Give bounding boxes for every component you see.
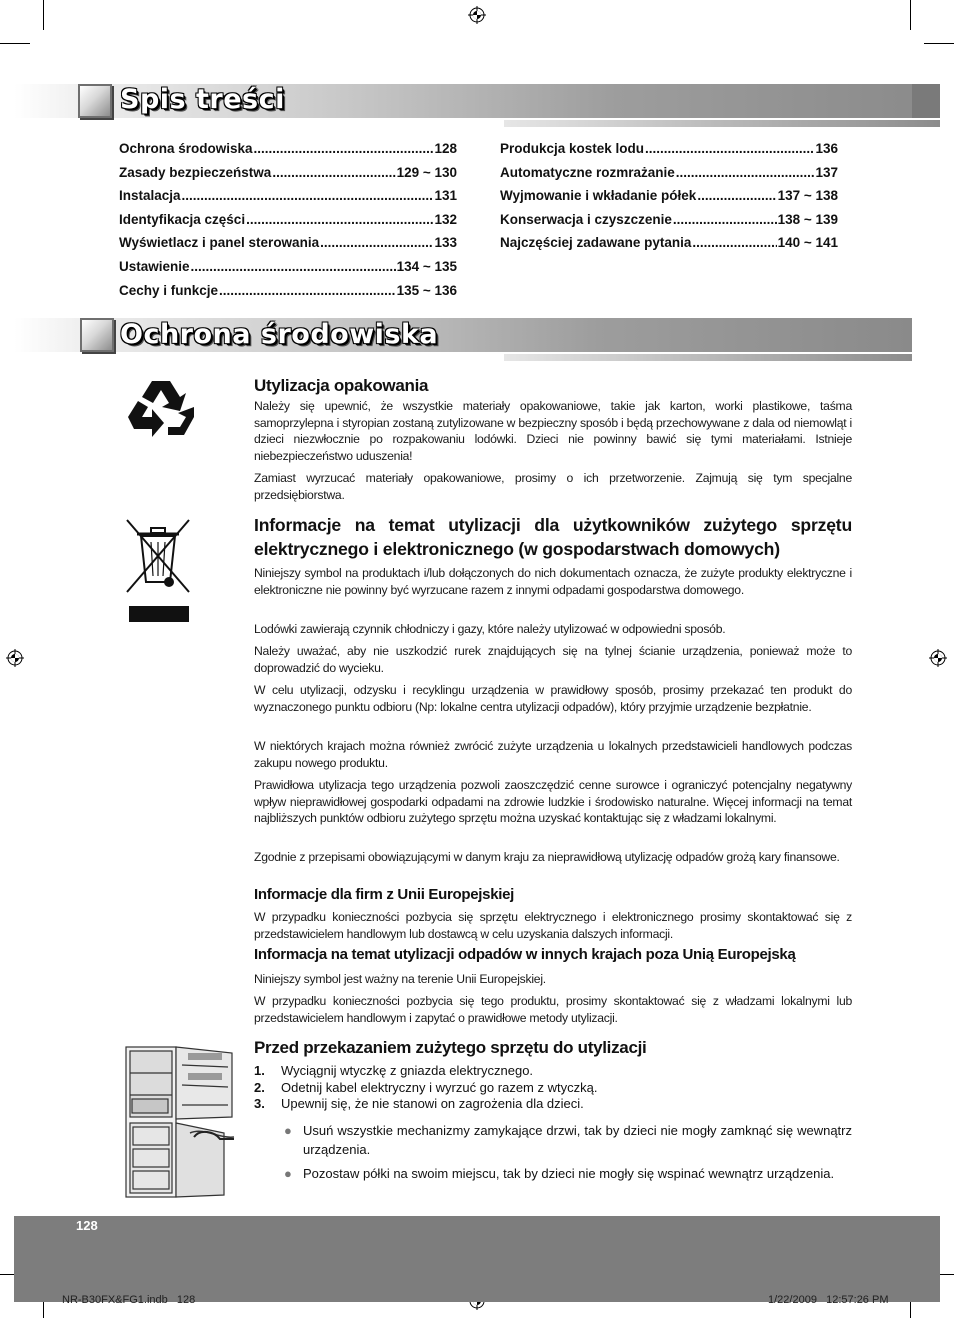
weee-paragraph-7: Zgodnie z przepisami obowiązującymi w danym kraju za nieprawidłową utylizację odpadów grożą kary finansowe. [254,850,840,864]
toc-entry-page: 137 ~ 138 [777,188,838,204]
toc-right-column [500,141,838,259]
page-number: 128 [76,1218,98,1233]
toc-leader-dots [246,212,433,227]
non-eu-paragraph-1: Niniejszy symbol jest ważny na terenie Unii Europejskiej. [254,972,546,986]
step-text: Upewnij się, że nie stanowi on zagrożenia dla dzieci. [281,1096,584,1111]
bullet-item [284,1121,852,1159]
disposal-step [254,1063,852,1080]
toc-leader-dots [676,165,815,180]
non-eu-heading: Informacja na temat utylizacji odpadów w innych krajach poza Unią Europejską [254,946,796,963]
toc-entry-title: Zasady bezpieczeństwa [119,164,272,180]
timestamp-slug: 1/22/2009 12:57:26 PM [768,1294,889,1306]
toc-entry-page: 140 ~ 141 [777,235,838,251]
step-number: 2. [254,1079,265,1095]
toc-entry-page: 134 ~ 135 [396,258,457,274]
bullet-dot-icon: ● [284,1166,292,1181]
step-number: 3. [254,1096,265,1111]
file-slug: NR-B30FX&FG1.indb 128 [62,1294,196,1306]
eu-business-heading: Informacje dla firm z Unii Europejskiej [254,886,515,903]
toc-entry[interactable] [500,188,838,212]
bullet-item [284,1164,852,1183]
env-header-square-icon [80,318,114,352]
crossed-bin-icon [123,516,193,624]
env-header-underline [504,354,912,361]
packaging-paragraph-2: Zamiast wyrzucać materiały opakowaniowe, prosimy o ich przetworzenie. Zajmują się tym specjalne przedsiębiorstwa. [254,471,852,502]
toc-entry-title: Wyjmowanie i wkładanie półek [500,188,697,204]
toc-entry[interactable] [119,165,457,189]
crop-mark [910,0,911,30]
crop-mark [43,0,44,30]
disposal-step [254,1080,852,1097]
toc-entry-page: 132 [434,211,457,227]
disposal-step [254,1096,852,1113]
toc-entry[interactable] [119,235,457,259]
footer-band [14,1216,940,1302]
weee-paragraph-3: Należy uważać, aby nie uszkodzić rurek znajdujących się na tylnej ścianie urządzenia, ponieważ może to doprowadzić do wycieku. [254,644,852,675]
toc-entry-page: 136 [815,141,838,156]
toc-entry-page: 138 ~ 139 [777,211,838,227]
toc-header-square-icon [78,84,112,118]
toc-entry[interactable] [119,259,457,283]
registration-mark-icon [929,649,947,667]
toc-leader-dots [272,165,395,180]
weee-paragraph-2: Lodówki zawierają czynnik chłodniczy i gazy, które należy utylizować w odpowiedni sposób. [254,622,726,636]
packaging-heading: Utylizacja opakowania [254,376,429,395]
toc-entry-title: Cechy i funkcje [119,282,219,298]
weee-paragraph-6: Prawidłowa utylizacja tego urządzenia pozwoli zaoszczędzić cenne surowce i ograniczyć potencjalny negatywny wpływ nieprawidłowej gospodarki odpadami na zdrowie ludzkie i środowisko naturalne. Więcej informacji na temat najbliższych punktów odbioru zużytego sprzętu można uzyskać kontaktując się z władzami lokalnymi. [254,778,852,826]
toc-leader-dots [673,212,777,227]
toc-leader-dots [645,141,814,156]
registration-mark-icon [468,6,486,24]
bullet-dot-icon: ● [284,1123,292,1138]
toc-leader-dots [697,188,776,203]
bullet-text: Usuń wszystkie mechanizmy zamykające drzwi, tak by dzieci nie mogły zamknąć się wewnątrz urządzenia. [303,1123,852,1157]
crop-mark [924,43,954,44]
toc-entry[interactable] [119,141,457,165]
toc-entry-page: 128 [434,141,457,156]
toc-entry-page: 133 [434,235,457,251]
toc-entry-title: Identyfikacja części [119,211,246,227]
toc-left-column [119,141,457,306]
toc-entry-title: Konserwacja i czyszczenie [500,211,672,227]
eu-business-paragraph: W przypadku konieczności pozbycia się sprzętu elektrycznego i elektronicznego prosimy skontaktować się z przedstawicielem handlowym lub dostawcą w celu uzyskania dalszych informacji. [254,910,852,941]
recycle-icon [122,377,200,449]
toc-title: Spis treści [120,84,285,115]
toc-entry[interactable] [119,212,457,236]
registration-mark-icon [6,649,24,667]
toc-entry-page: 135 ~ 136 [396,282,457,298]
before-disposal-heading: Przed przekazaniem zużytego sprzętu do utylizacji [254,1038,647,1057]
toc-entry-title: Produkcja kostek lodu [500,141,645,156]
toc-leader-dots [692,235,776,250]
toc-entry[interactable] [119,283,457,307]
toc-header-underline [504,120,940,127]
toc-entry[interactable] [500,235,838,259]
toc-entry-title: Instalacja [119,188,181,204]
toc-leader-dots [254,141,434,156]
bullet-text: Pozostaw półki na swoim miejscu, tak by dzieci nie mogły się wspinać wewnątrz urządzenia. [303,1166,835,1181]
toc-entry-title: Ochrona środowiska [119,141,253,156]
step-number: 1. [254,1063,265,1078]
crop-mark [0,43,30,44]
step-text: Wyciągnij wtyczkę z gniazda elektrycznego. [281,1063,534,1078]
toc-entry-title: Wyświetlacz i panel sterowania [119,235,320,251]
weee-heading: Informacje na temat utylizacji dla użytkowników zużytego sprzętu elektrycznego i elektronicznego (w gospodarstwach domowych) [254,515,852,559]
toc-leader-dots [191,259,396,274]
disposal-steps-list [254,1063,852,1113]
toc-entry[interactable] [119,188,457,212]
non-eu-paragraph-2: W przypadku konieczności pozbycia się tego produktu, prosimy skontaktować się z władzami lokalnymi lub przedstawicielem handlowym i zapytać o prawidłowe metody utylizacji. [254,994,852,1025]
toc-entry-page: 137 [815,164,838,180]
weee-paragraph-5: W niektórych krajach można również zwrócić zużyte urządzenia u lokalnych przedstawicieli handlowych podczas zakupu nowego produktu. [254,739,852,770]
toc-leader-dots [182,188,434,203]
toc-entry-page: 129 ~ 130 [396,164,457,180]
toc-entry[interactable] [500,165,838,189]
toc-entry-title: Ustawienie [119,258,190,274]
step-text: Odetnij kabel elektryczny i wyrzuć go razem z wtyczką. [281,1079,598,1095]
weee-paragraph-4: W celu utylizacji, odzysku i recyklingu urządzenia w prawidłowy sposób, prosimy przekazać ten produkt do wyznaczonego punktu odbioru (Np: lokalne centra utylizacji odpadów), który przyjmie urządzenie bezpłatnie. [254,683,852,714]
toc-entry[interactable] [500,212,838,236]
fridge-illustration [124,1043,236,1201]
toc-entry-title: Najczęściej zadawane pytania [500,235,692,251]
toc-leader-dots [320,235,433,250]
weee-paragraph-1: Niniejszy symbol na produktach i/lub dołączonych do nich dokumentach oznacza, że zużyte produkty elektryczne i elektroniczne nie powinny być wyrzucane razem z innymi odpadami gospodarstwa domowego. [254,566,852,597]
env-title: Ochrona środowiska [120,319,439,350]
toc-entry-page: 131 [434,188,457,204]
toc-leader-dots [219,283,396,298]
packaging-paragraph-1: Należy się upewnić, że wszystkie materiały opakowaniowe, takie jak karton, worki plastikowe, taśma samoprzylepna i styropian zostaną zutylizowane w bezpieczny sposób i będą przechowywane z dala od niemowląt i dzieci niezwłocznie po rozpakowaniu lodówki. Dzieci nie powinny bawić się tymi materiałami. Istnieje niebezpieczeństwo uduszenia! [254,399,852,463]
toc-entry-title: Automatyczne rozmrażanie [500,164,675,180]
toc-header-band-end [912,84,940,118]
toc-entry[interactable] [500,141,838,165]
